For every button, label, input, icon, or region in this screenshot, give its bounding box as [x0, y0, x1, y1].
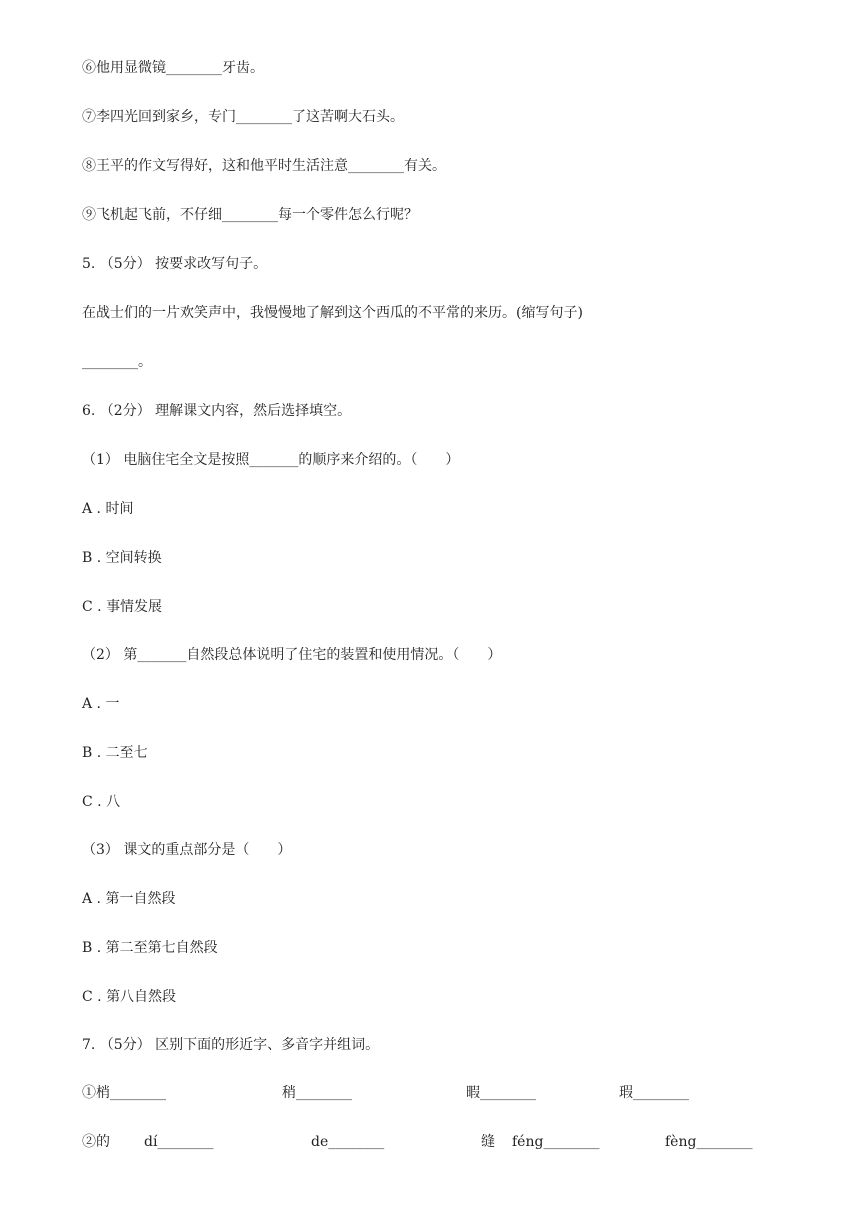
word-item: 稍________ — [282, 1085, 352, 1101]
question-line-7: ⑦李四光回到家乡，专门________了这苦啊大石头。 — [82, 109, 404, 125]
question-line-6: ⑥他用显微镜________牙齿。 — [82, 60, 264, 76]
question-5-sentence: 在战士们的一片欢笑声中，我慢慢地了解到这个西瓜的不平常的来历。(缩写句子) — [82, 305, 583, 321]
word-item: 缝 — [481, 1134, 495, 1150]
sub-question-3: （3） 课文的重点部分是（ ） — [82, 842, 292, 858]
word-item: 暇________ — [466, 1085, 536, 1101]
word-item: ①梢________ — [82, 1085, 166, 1101]
option-a: A . 时间 — [82, 501, 134, 517]
word-item: fèng________ — [665, 1134, 753, 1150]
option-b: B . 二至七 — [82, 745, 148, 761]
option-c: C . 事情发展 — [82, 599, 163, 615]
word-item: de________ — [311, 1134, 385, 1150]
option-b: B . 空间转换 — [82, 550, 162, 566]
word-item: ②的 — [82, 1134, 110, 1150]
option-a: A . 第一自然段 — [82, 891, 176, 907]
question-line-9: ⑨飞机起飞前，不仔细________每一个零件怎么行呢？ — [82, 207, 418, 223]
question-5-header: 5. （5分） 按要求改写句子。 — [82, 256, 268, 272]
question-5-answer-blank: ________。 — [82, 354, 152, 370]
option-b: B . 第二至第七自然段 — [82, 940, 218, 956]
word-item: féng________ — [512, 1134, 600, 1150]
option-a: A . 一 — [82, 696, 120, 712]
question-line-8: ⑧王平的作文写得好，这和他平时生活注意________有关。 — [82, 158, 446, 174]
option-c: C . 八 — [82, 794, 121, 810]
question-7-header: 7. （5分） 区别下面的形近字、多音字并组词。 — [82, 1037, 380, 1053]
sub-question-1: （1） 电脑住宅全文是按照_______的顺序来介绍的。（ ） — [82, 452, 460, 468]
word-item: dí________ — [144, 1134, 214, 1150]
word-item: 瑕________ — [619, 1085, 689, 1101]
option-c: C . 第八自然段 — [82, 989, 177, 1005]
sub-question-2: （2） 第_______自然段总体说明了住宅的装置和使用情况。（ ） — [82, 647, 502, 663]
question-6-header: 6. （2分） 理解课文内容，然后选择填空。 — [82, 403, 352, 419]
